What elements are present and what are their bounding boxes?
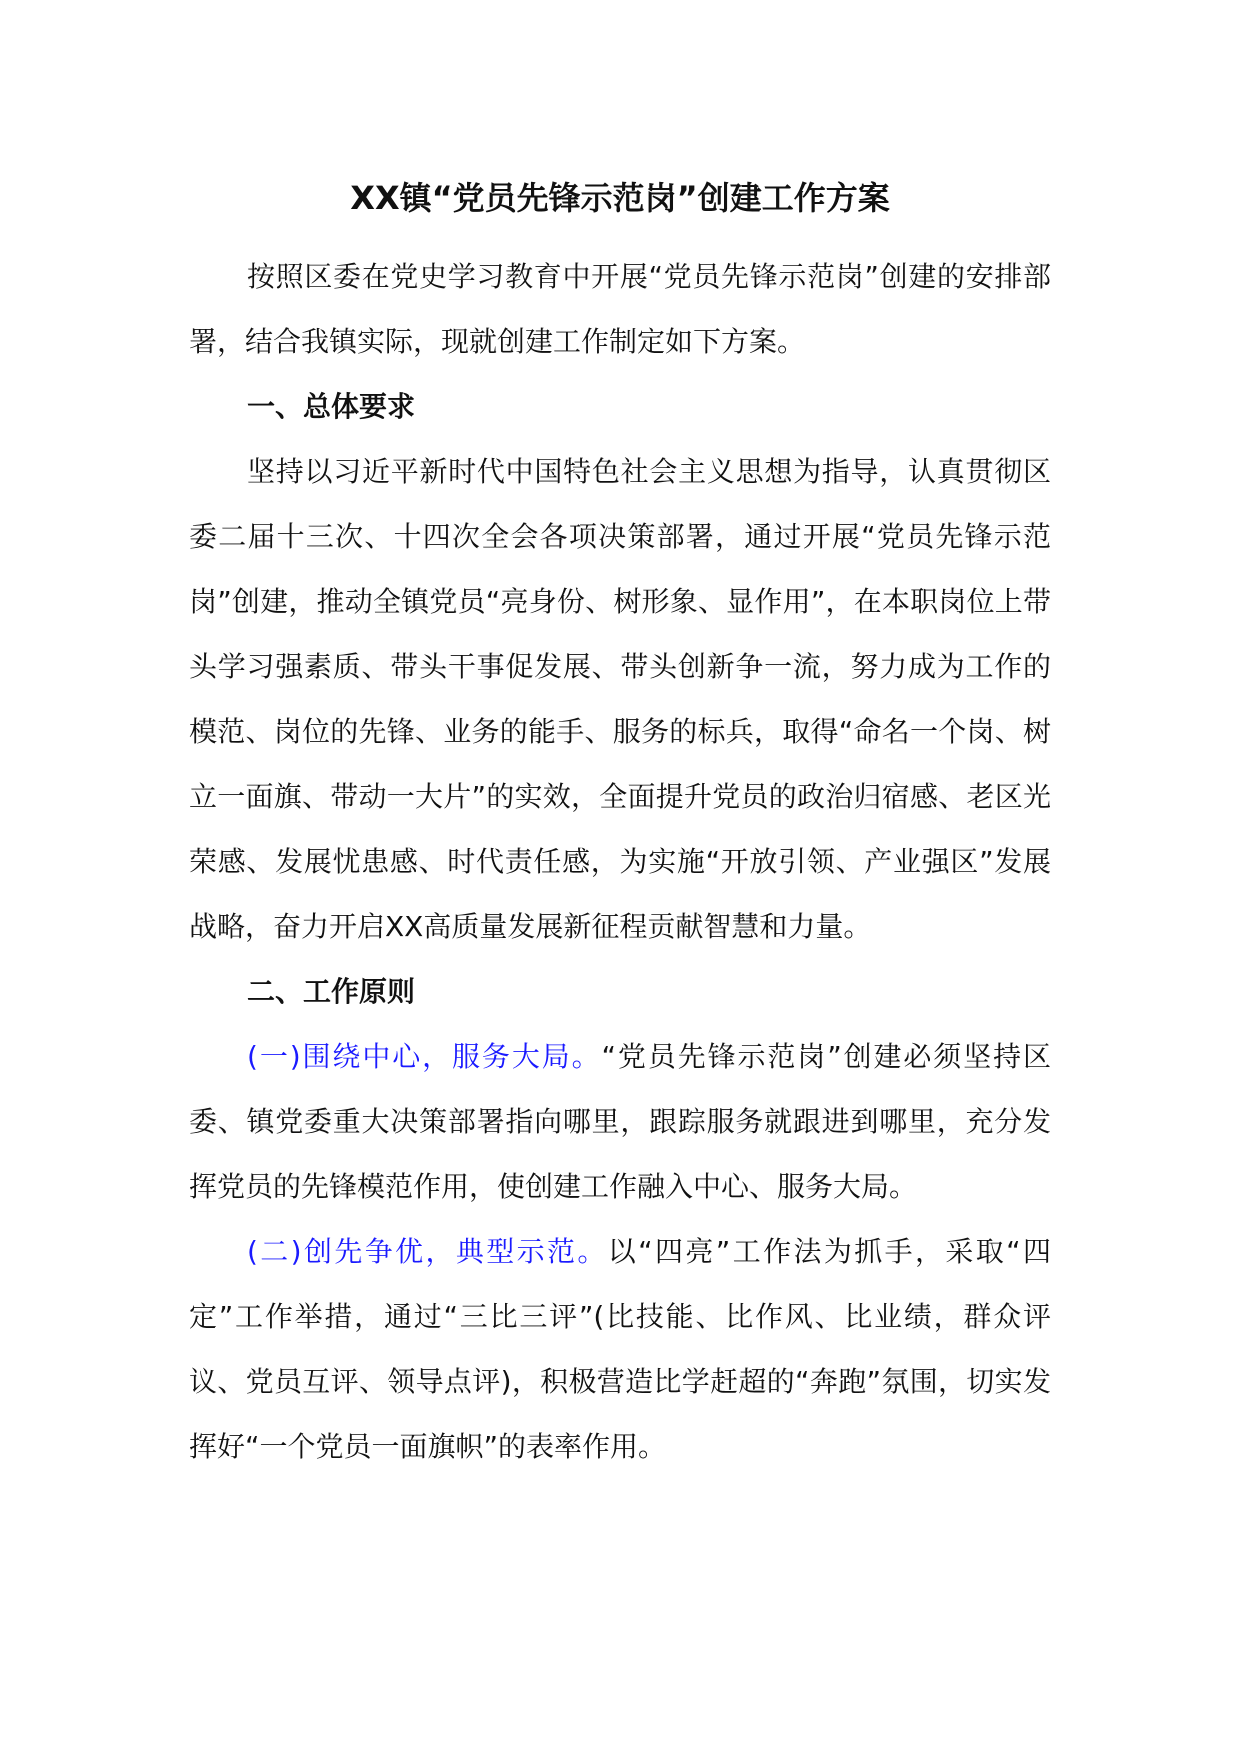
intro-paragraph: 按照区委在党史学习教育中开展“党员先锋示范岗”创建的安排部署，结合我镇实际，现就创建工作制定如下方案。 bbox=[189, 260, 1051, 358]
principle-item-2 bbox=[189, 1219, 1051, 1479]
principle-item-1 bbox=[189, 1024, 1051, 1219]
principle-item-1-lead: (一)围绕中心，服务大局。 bbox=[247, 1040, 602, 1073]
section-heading-general-requirements: 一、总体要求 bbox=[247, 390, 416, 423]
section-heading-work-principles: 二、工作原则 bbox=[247, 975, 416, 1008]
principle-item-2-body: 以“四亮”工作法为抓手，采取“四定”工作举措，通过“三比三评”(比技能、比作风、比业绩，群众评议、党员互评、领导点评)，积极营造比学赶超的“奔跑”氛围，切实发挥好“一个党员一面旗帜”的表率作用。 bbox=[189, 1235, 1051, 1463]
principle-item-2-lead: (二)创先争优，典型示范。 bbox=[247, 1235, 608, 1268]
document-page bbox=[189, 176, 1051, 1479]
document-title: XX镇“党员先锋示范岗”创建工作方案 bbox=[350, 179, 890, 217]
principle-item-1-body: “党员先锋示范岗”创建必须坚持区委、镇党委重大决策部署指向哪里，跟踪服务就跟进到哪里，充分发挥党员的先锋模范作用，使创建工作融入中心、服务大局。 bbox=[189, 1040, 1051, 1203]
section-body-general-requirements: 坚持以习近平新时代中国特色社会主义思想为指导，认真贯彻区委二届十三次、十四次全会各项决策部署，通过开展“党员先锋示范岗”创建，推动全镇党员“亮身份、树形象、显作用”，在本职岗位上带头学习强素质、带头干事促发展、带头创新争一流，努力成为工作的模范、岗位的先锋、业务的能手、服务的标兵，取得“命名一个岗、树立一面旗、带动一大片”的实效，全面提升党员的政治归宿感、老区光荣感、发展忧患感、时代责任感，为实施“开放引领、产业强区”发展战略，奋力开启XX高质量发展新征程贡献智慧和力量。 bbox=[189, 455, 1051, 943]
